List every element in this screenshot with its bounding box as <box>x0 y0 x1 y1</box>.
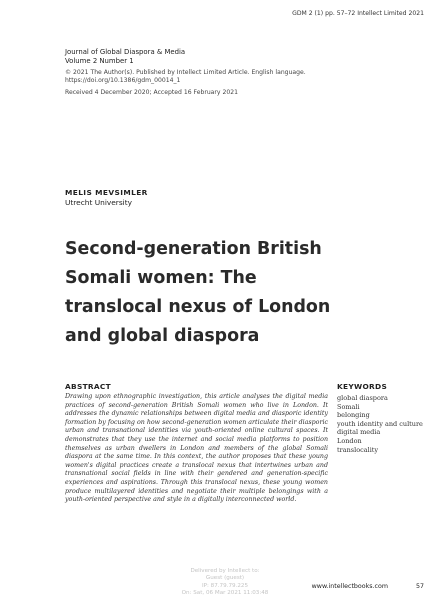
page-number: 57 <box>415 583 424 590</box>
author-affiliation: Utrecht University <box>65 198 133 207</box>
keywords-list <box>337 394 432 454</box>
watermark-line: Delivered by Intellect to: <box>190 568 260 574</box>
keyword-item: Somali <box>337 402 360 411</box>
title-line: Second-generation British <box>65 239 322 259</box>
author-block <box>65 188 148 208</box>
article-title <box>65 235 365 351</box>
author-name: MELIS MEVSIMLER <box>65 188 148 197</box>
watermark-line: Guest (guest) <box>205 575 245 582</box>
keywords-heading: KEYWORDS <box>337 382 388 391</box>
title-line: translocal nexus of London <box>65 297 331 317</box>
title-line: and global diaspora <box>65 326 260 346</box>
journal-reference-header: GDM 2 (1) pp. 57–72 Intellect Limited 2021 <box>292 10 424 17</box>
doi-link[interactable]: https://doi.org/10.1386/gdm_00014_1 <box>65 77 181 85</box>
watermark-line: IP: 87.79.79.225 <box>201 582 249 589</box>
abstract-heading: ABSTRACT <box>65 382 111 391</box>
publisher-url[interactable]: www.intellectbooks.com <box>311 583 388 590</box>
keyword-item: London <box>337 436 362 445</box>
copyright-notice: © 2021 The Author(s). Published by Intellect Limited Article. English language. <box>65 69 306 76</box>
keyword-item: youth identity and culture <box>337 419 423 428</box>
keyword-item: global diaspora <box>337 394 388 402</box>
keyword-item: digital media <box>337 428 381 437</box>
title-line: Somali women: The <box>65 268 257 288</box>
keyword-item: translocality <box>337 445 379 454</box>
abstract-text: Drawing upon ethnographic investigation, this article analyses the digital media practices of second-generation British Somali women who live in London. It addresses the dynamic relationships between digital media and diasporic identity formation by focusing on how second-generation women articulate their diasporic urban and transnational identities via youth-oriented online cultural spaces. It demonstrates that they use the internet and social media platforms to position themselves as urban dwellers in London and members of the global Somali diaspora at the same time. In this context, the author proposes that these young women's digital practices create a translocal nexus that intertwines urban and transnational social fields in line with their gendered and generation-specific experiences and aspirations. Through this translocal nexus, these young women produce multilayered identities and negotiate their multiple belongings with a youth-oriented perspective and style in a digitally interconnected world. <box>65 393 328 504</box>
keyword-item: belonging <box>337 411 370 420</box>
watermark-line: On: Sat, 06 Mar 2021 11:03:48 <box>181 590 269 597</box>
article-metadata <box>65 48 385 97</box>
received-dates: Received 4 December 2020; Accepted 16 February 2021 <box>65 88 238 96</box>
journal-volume: Volume 2 Number 1 <box>65 57 134 65</box>
delivery-watermark <box>150 568 300 598</box>
journal-title: Journal of Global Diaspora & Media <box>65 48 186 56</box>
